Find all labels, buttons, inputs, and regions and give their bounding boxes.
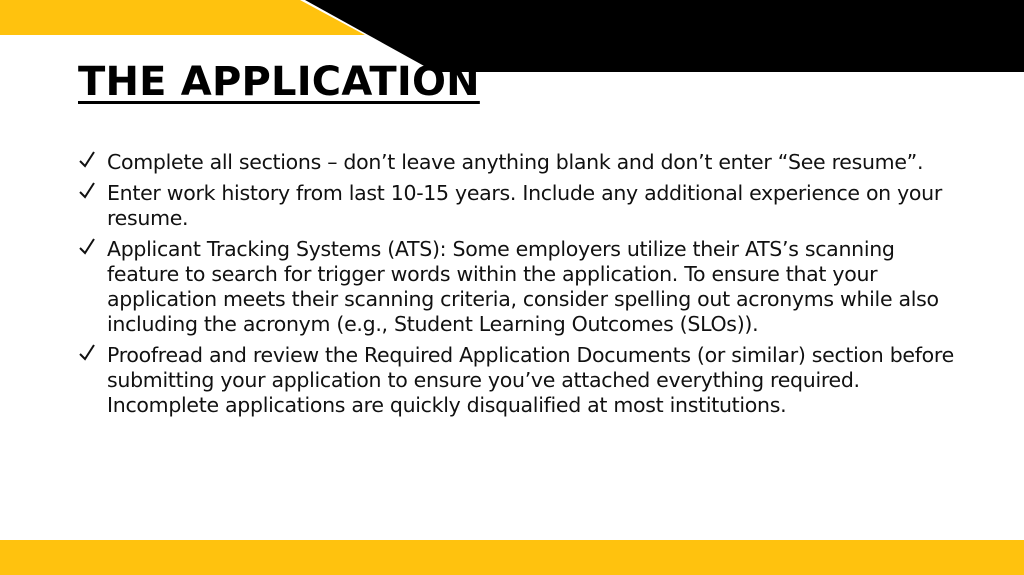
bullet-list xyxy=(78,150,958,424)
bullet-text: Proofread and review the Required Application Documents (or similar) section before submitting your application to ensure you’ve attached everything required. Incomplete applications are quickly disqualified at most institutions. xyxy=(107,343,954,417)
checkmark-icon xyxy=(78,237,96,257)
checkmark-icon xyxy=(78,150,96,170)
bullet-text: Applicant Tracking Systems (ATS): Some employers utilize their ATS’s scanning feature to search for trigger words within the application. To ensure that your application meets their scanning criteria, consider spelling out acronyms while also including the acronym (e.g., Student Learning Outcomes (SLOs)). xyxy=(107,237,939,336)
header-yellow-band xyxy=(0,0,365,35)
footer-yellow-band xyxy=(0,540,1024,575)
slide-title: THE APPLICATION xyxy=(78,59,480,105)
bullet-item xyxy=(78,150,958,175)
bullet-item xyxy=(78,343,958,418)
bullet-item xyxy=(78,181,958,231)
checkmark-icon xyxy=(78,343,96,363)
bullet-item xyxy=(78,237,958,337)
bullet-text: Enter work history from last 10-15 years. Include any additional experience on your resume. xyxy=(107,181,942,230)
bullet-text: Complete all sections – don’t leave anything blank and don’t enter “See resume”. xyxy=(107,150,924,174)
checkmark-icon xyxy=(78,181,96,201)
